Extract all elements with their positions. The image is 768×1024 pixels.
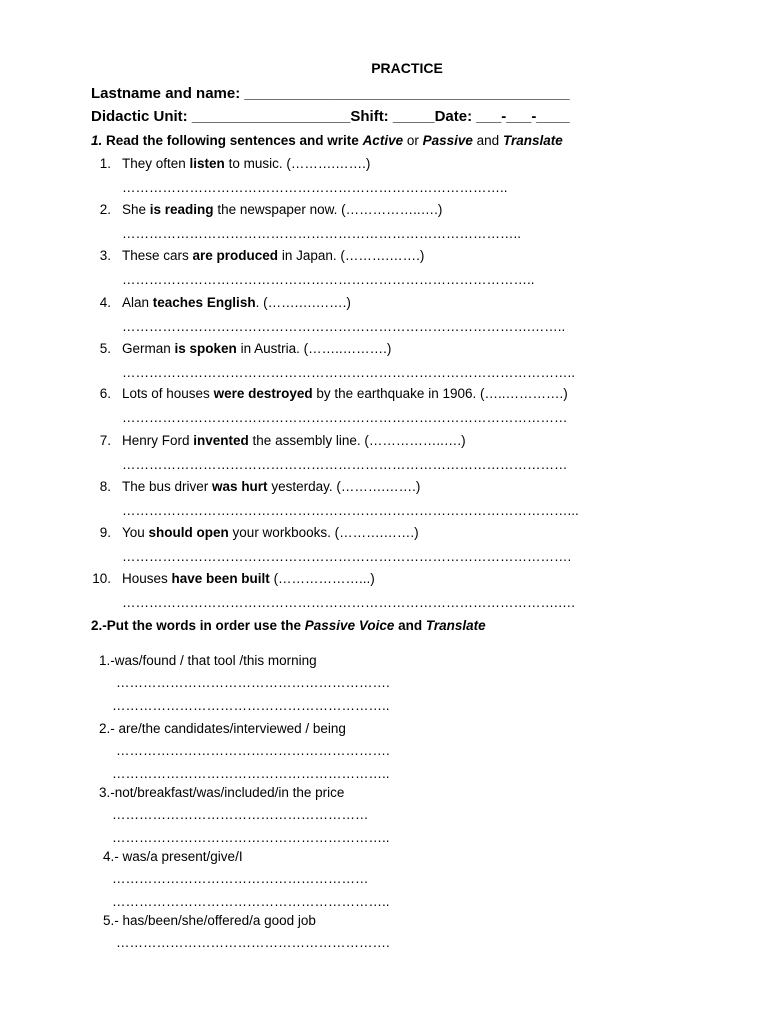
sentence-post: in Austria. (……..……….) (236, 341, 392, 356)
sentence-verb: teaches English (152, 295, 256, 310)
section2-heading (91, 618, 486, 634)
question-number: 4. (99, 295, 111, 310)
answer-line: ……………………………………………………………………………….…….. (122, 319, 566, 334)
question-number: 7. (99, 433, 111, 448)
answer-line: ………………………………………………………………………….. (122, 180, 508, 195)
translation-line: …………………………………………………….. (112, 894, 390, 909)
answer-line: ………………………………………………… (112, 807, 369, 822)
sentence-post: your workbooks. (……….…….) (228, 525, 419, 540)
question-sentence (122, 479, 420, 495)
date-blank: ___-___-____ (476, 108, 570, 125)
sentence-post: yesterday. (……….…….) (267, 479, 421, 494)
sentence-post: . (…….….…….) (255, 295, 351, 310)
date-label: Date: (434, 108, 477, 125)
name-label: Lastname and name: (91, 85, 245, 102)
question-sentence (122, 433, 466, 449)
sentence-post: by the earthquake in 1906. (…..………….) (312, 386, 568, 401)
section1-heading (91, 133, 563, 149)
sentence-verb: were destroyed (213, 386, 313, 401)
shift-label: Shift: (350, 108, 393, 125)
sentence-pre: Alan (122, 295, 153, 310)
answer-line: ………………………………………………… (112, 871, 369, 886)
question-sentence (122, 295, 351, 311)
question-number: 10. (92, 571, 111, 586)
sentence-verb: are produced (192, 248, 279, 263)
section1-or: or (403, 133, 423, 148)
section1-and: and (472, 133, 503, 148)
section1-active: Active (362, 133, 404, 148)
answer-line: ……………………………………………………. (116, 935, 390, 950)
section2-passive-voice: Passive Voice (304, 618, 395, 633)
sentence-verb: is reading (149, 202, 214, 217)
answer-line: ……………………………………………………………………………………… (122, 410, 568, 425)
reorder-prompt: 5.- has/been/she/offered/a good job (103, 913, 316, 928)
answer-line: …………………………………………………………………………….. (122, 226, 522, 241)
answer-line: ……………………………………………………………………………………….. (122, 365, 576, 380)
unit-blank: ___________________ (191, 108, 351, 125)
reorder-prompt: 1.-was/found / that tool /this morning (99, 653, 317, 668)
sentence-verb: was hurt (212, 479, 268, 494)
sentence-pre: Houses (122, 571, 172, 586)
sentence-verb: have been built (171, 571, 270, 586)
question-sentence (122, 202, 442, 218)
question-number: 1. (99, 156, 111, 171)
sentence-post: the assembly line. (……………..….) (248, 433, 466, 448)
question-sentence (122, 156, 370, 172)
section1-text: Read the following sentences and write (102, 133, 363, 148)
section1-number: 1. (91, 133, 103, 148)
sentence-verb: is spoken (174, 341, 237, 356)
question-number: 2. (99, 202, 111, 217)
translation-line: …………………………………………………….. (112, 766, 390, 781)
sentence-post: the newspaper now. (……………..….) (213, 202, 443, 217)
question-sentence (122, 386, 568, 402)
sentence-post: (………………...) (269, 571, 375, 586)
reorder-prompt: 2.- are/the candidates/interviewed / being (99, 721, 346, 736)
sentence-post: to music. (……….…….) (224, 156, 371, 171)
answer-line: ……………………………………………………………………………………… (122, 457, 568, 472)
sentence-pre: You (122, 525, 149, 540)
sentence-pre: Lots of houses (122, 386, 214, 401)
sentence-pre: She (122, 202, 150, 217)
reorder-prompt: 3.-not/breakfast/was/included/in the price (99, 785, 345, 800)
sentence-pre: German (122, 341, 175, 356)
name-line (91, 86, 570, 102)
translation-line: …………………………………………………….. (112, 698, 390, 713)
sentence-pre: These cars (122, 248, 193, 263)
section1-translate: Translate (502, 133, 563, 148)
answer-line: ……………………………………………………………………………….. (122, 272, 535, 287)
question-number: 6. (99, 386, 111, 401)
answer-line: ………………………………………………………………………………………. (122, 549, 572, 564)
name-blank: _______________________________________ (244, 85, 570, 102)
section2-and: and (394, 618, 426, 633)
question-number: 8. (99, 479, 111, 494)
section1-passive: Passive (422, 133, 473, 148)
question-sentence (122, 248, 424, 264)
sentence-verb: invented (193, 433, 249, 448)
question-sentence (122, 571, 375, 587)
answer-line: …………………………………………………………………………………….…. (122, 595, 576, 610)
reorder-prompt: 4.- was/a present/give/I (103, 849, 243, 864)
question-number: 5. (99, 341, 111, 356)
section2-text: 2.-Put the words in order use the (91, 618, 305, 633)
unit-line (91, 109, 570, 125)
sentence-verb: listen (189, 156, 225, 171)
answer-line: ……………………………………………………. (116, 743, 390, 758)
sentence-verb: should open (148, 525, 229, 540)
question-number: 9. (99, 525, 111, 540)
question-sentence (122, 525, 419, 541)
answer-line: ………………………………………………………………………………………... (122, 503, 579, 518)
unit-label: Didactic Unit: (91, 108, 192, 125)
sentence-post: in Japan. (……….…….) (278, 248, 425, 263)
question-number: 3. (99, 248, 111, 263)
shift-blank: _____ (392, 108, 435, 125)
sentence-pre: They often (122, 156, 190, 171)
section2-translate: Translate (425, 618, 486, 633)
sentence-pre: The bus driver (122, 479, 213, 494)
answer-line: ……………………………………………………. (116, 675, 390, 690)
page-title: PRACTICE (371, 60, 443, 76)
question-sentence (122, 341, 391, 357)
translation-line: …………………………………………………….. (112, 830, 390, 845)
sentence-pre: Henry Ford (122, 433, 194, 448)
